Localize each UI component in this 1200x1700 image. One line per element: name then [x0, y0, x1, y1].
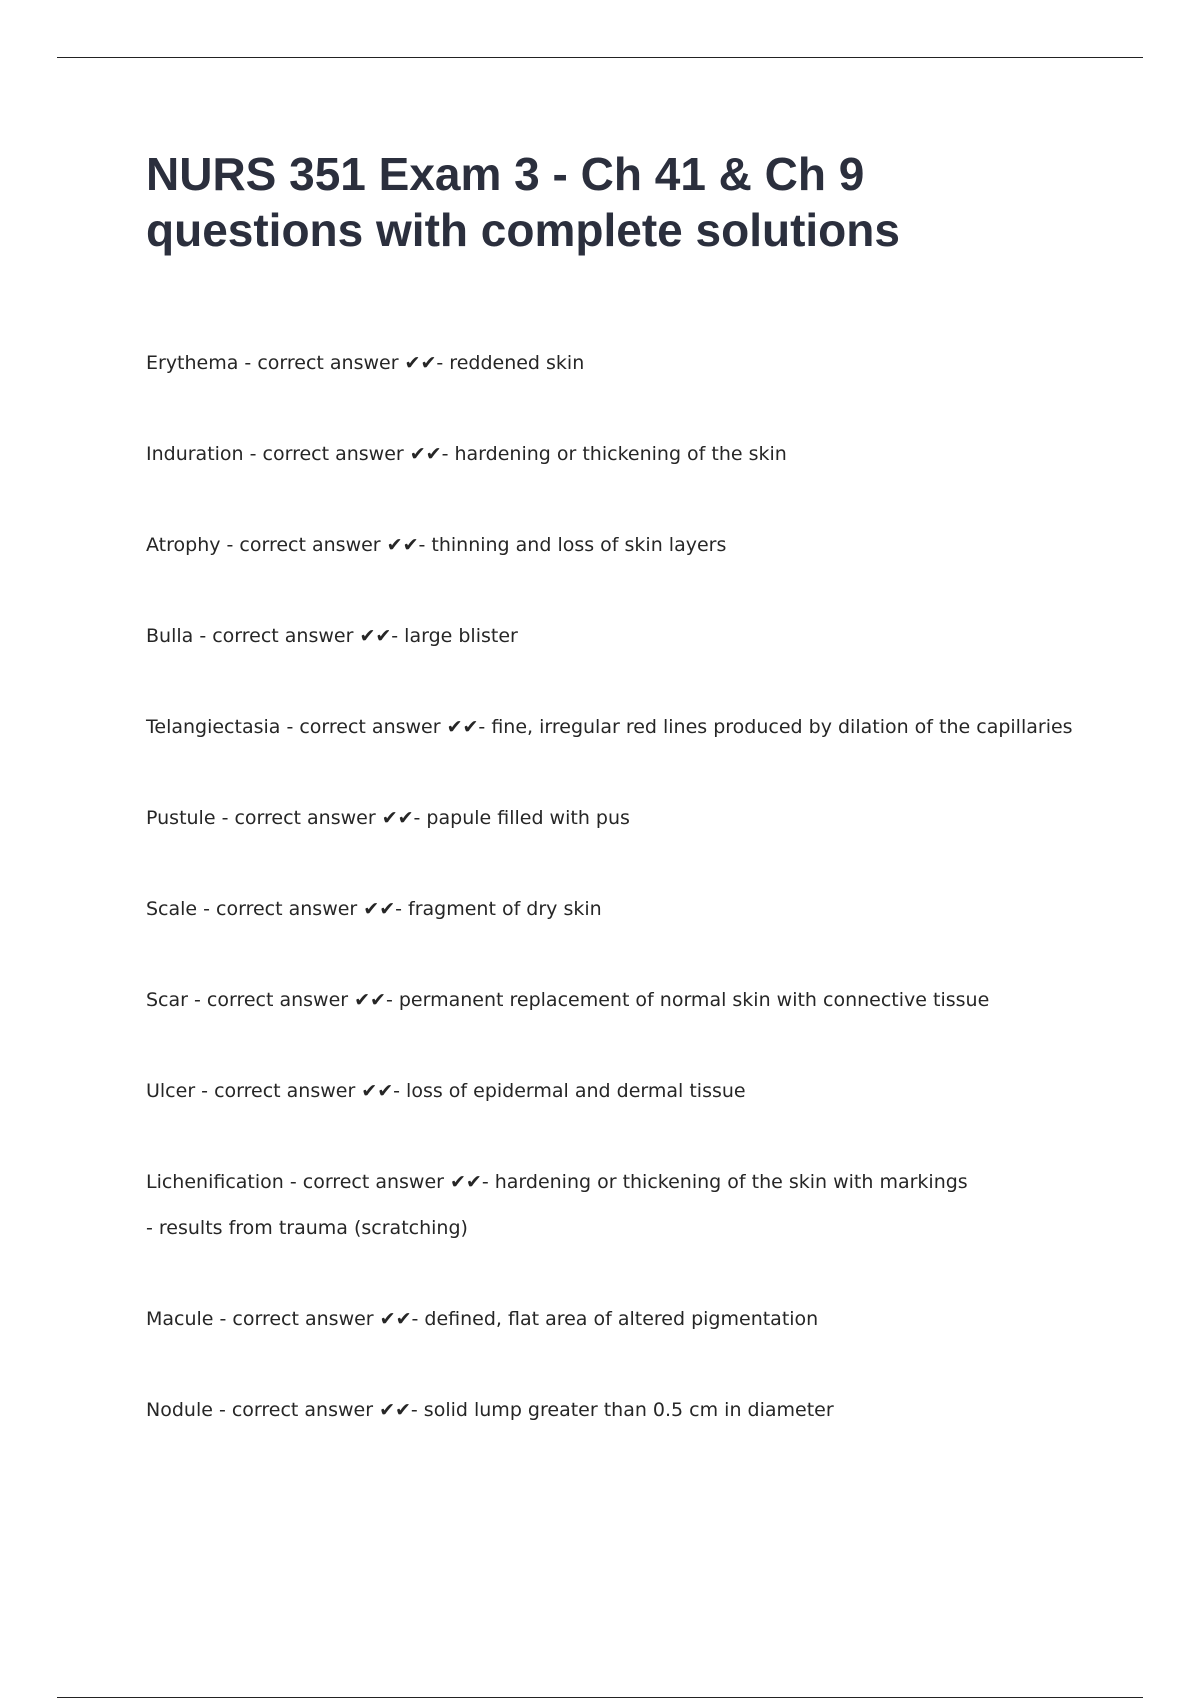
qa-entry-text: Erythema - correct answer ✔✔- reddened skin: [146, 352, 585, 374]
qa-entry-nodule: [146, 1387, 1146, 1433]
title-line-2: questions with complete solutions: [146, 204, 900, 256]
qa-entry-scar: [146, 977, 1146, 1023]
qa-entry-text: Macule - correct answer ✔✔- defined, flat area of altered pigmentation: [146, 1308, 819, 1330]
qa-list: [146, 340, 1146, 1478]
qa-entry-text: Nodule - correct answer ✔✔- solid lump greater than 0.5 cm in diameter: [146, 1399, 834, 1421]
qa-entry-telangiectasia: [146, 704, 1146, 750]
qa-entry-induration: [146, 431, 1146, 477]
qa-entry-text: Atrophy - correct answer ✔✔- thinning and loss of skin layers: [146, 534, 727, 556]
title-line-1: NURS 351 Exam 3 - Ch 41 & Ch 9: [146, 148, 865, 200]
qa-entry-text: Telangiectasia - correct answer ✔✔- fine, irregular red lines produced by dilation of the capillaries: [146, 716, 1073, 738]
qa-entry-text: Scale - correct answer ✔✔- fragment of dry skin: [146, 898, 602, 920]
qa-entry-ulcer: [146, 1068, 1146, 1114]
qa-entry-continuation: - results from trauma (scratching): [146, 1217, 468, 1239]
top-rule: [57, 57, 1143, 58]
qa-entry-text: Scar - correct answer ✔✔- permanent replacement of normal skin with connective tissue: [146, 989, 990, 1011]
qa-entry-lichenification: [146, 1159, 1146, 1251]
qa-entry-bulla: [146, 613, 1146, 659]
qa-entry-text: Induration - correct answer ✔✔- hardening or thickening of the skin: [146, 443, 787, 465]
bottom-rule: [57, 1697, 1143, 1698]
qa-entry-pustule: [146, 795, 1146, 841]
qa-entry-macule: [146, 1296, 1146, 1342]
qa-entry-text: Lichenification - correct answer ✔✔- hardening or thickening of the skin with markings: [146, 1171, 968, 1193]
qa-entry-erythema: [146, 340, 1146, 386]
qa-entry-scale: [146, 886, 1146, 932]
qa-entry-text: Ulcer - correct answer ✔✔- loss of epidermal and dermal tissue: [146, 1080, 746, 1102]
qa-entry-text: Bulla - correct answer ✔✔- large blister: [146, 625, 518, 647]
page-title: [146, 146, 1106, 258]
qa-entry-text: Pustule - correct answer ✔✔- papule filled with pus: [146, 807, 630, 829]
qa-entry-atrophy: [146, 522, 1146, 568]
